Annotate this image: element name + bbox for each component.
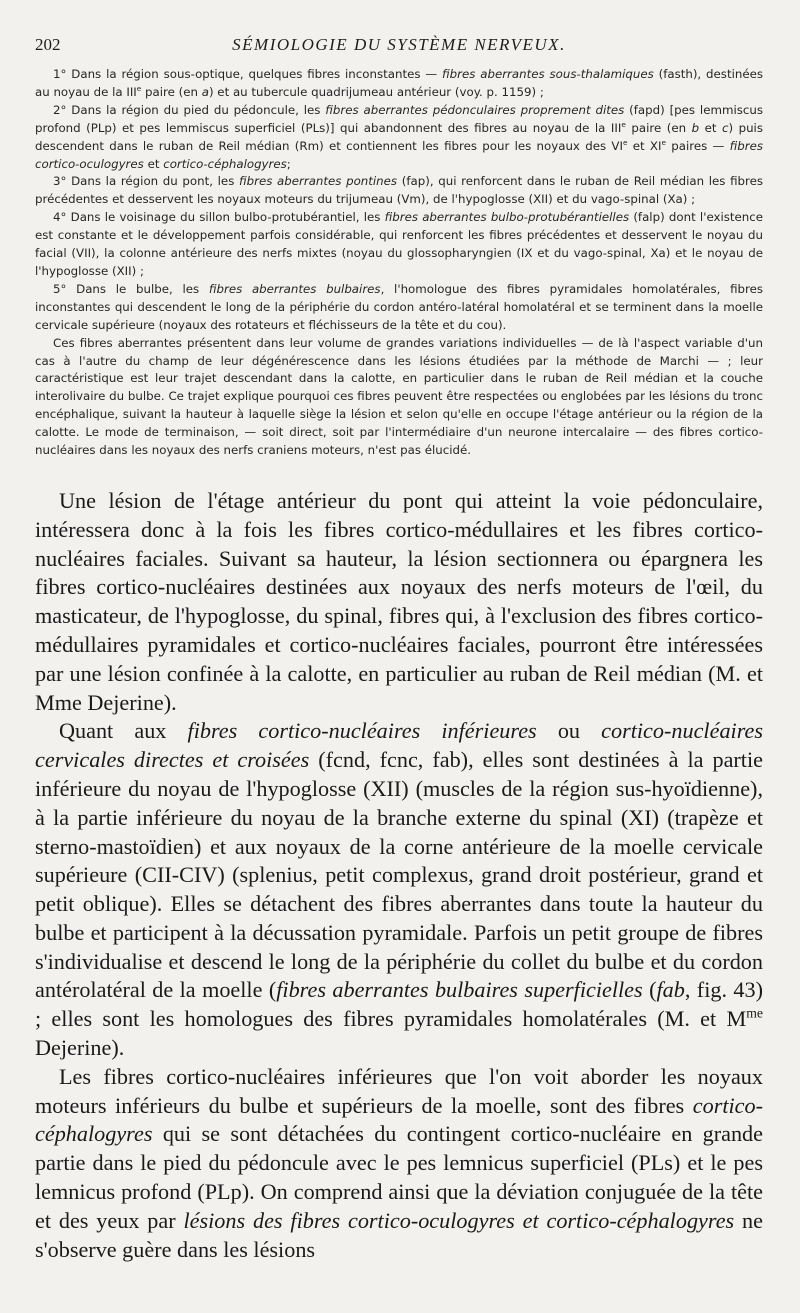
- note-paragraph-5: 5° Dans le bulbe, les fibres aberrantes bulbaires, l'homologue des fibres pyramidales homolatérales, fibres inconstantes qui descendent le long de la périphérie du cordon antéro-latéral homolatéral et se terminent dans la moelle cervicale supérieure (noyaux des rotateurs et fléchisseurs de la tête et du cou).: [35, 281, 764, 332]
- body-paragraph-2: Quant aux fibres cortico-nucléaires inférieures ou cortico-nucléaires cervicales directes et croisées (fcnd, fcnc, fab), elles sont destinées à la partie inférieure du noyau de l'hypoglosse (XII) (muscles de la région sus-hyoïdienne), à la partie inférieure du noyau de la branche externe du spinal (XI) (trapèze et sterno-mastoïdien) et aux noyaux de la corne antérieure de la moelle cervicale supérieure (CII-CIV) (splenius, petit complexus, grand droit postérieur, grand et petit oblique). Elles se détachent des fibres aberrantes dans toute la hauteur du bulbe et participent à la décussation pyramidale. Parfois un petit groupe de fibres s'individualise et descend le long de la périphérie du collet du bulbe et du cordon antérolatéral de la moelle (fibres aberrantes bulbaires superficielles (fab, fig. 43) ; elles sont les homologues des fibres pyramidales homolatérales (M. et $M^{me}$ Dejerine).: [35, 718, 763, 1061]
- note-paragraph-2: 2° Dans la région du pied du pédoncule, les fibres aberrantes pédonculaires proprement dites (fapd) [pes lemmiscus profond (PLp) et pes lemmiscus superficiel (PLs)] qui abandonnent des fibres au noyau de la IIIe paire (en b et c) puis descendent dans le ruban de Reil médian (Rm) et contiennent les fibres pour les noyaux des VIe et XIe paires — fibres cortico-oculogyres et cortico-céphalogyres;: [35, 102, 763, 171]
- page-header: [35, 30, 763, 56]
- footnote-block: [35, 66, 763, 460]
- running-title: SÉMIOLOGIE DU SYSTÈME NERVEUX.: [232, 35, 566, 54]
- note-paragraph-3: 3° Dans la région du pont, les fibres aberrantes pontines (fap), qui renforcent dans le ruban de Reil médian les fibres précédentes et desservent les noyaux moteurs du trijumeau (Vm), de l'hypoglosse (XII) et du vago-spinal (Xa) ;: [35, 174, 764, 207]
- note-paragraph-1: 1° Dans la région sous-optique, quelques fibres inconstantes — fibres aberrantes sous-thalamiques (fasth), destinées au noyau de la IIIe paire (en a) et au tubercule quadrijumeau antérieur (voy. p. 1159) ;: [35, 67, 763, 99]
- body-paragraph-3: Les fibres cortico-nucléaires inférieures que l'on voit aborder les noyaux moteurs inférieurs du bulbe et supérieurs de la moelle, sont des fibres cortico-céphalogyres qui se sont détachées du contingent cortico-nucléaire en grande partie dans le pied du pédoncule avec le pes lemnicus superficiel (PLs) et le pes lemnicus profond (PLp). On comprend ainsi que la déviation conjuguée de la tête et des yeux par lésions des fibres cortico-oculogyres et cortico-céphalogyres ne s'observe guère dans les lésions: [35, 1063, 763, 1262]
- body-text: [35, 487, 763, 1265]
- body-paragraph-1: Une lésion de l'étage antérieur du pont qui atteint la voie pédonculaire, intéressera donc à la fois les fibres cortico-médullaires et les fibres cortico-nucléaires faciales. Suivant sa hauteur, la lésion sectionnera ou épargnera les fibres cortico-nucléaires destinées aux noyaux des nerfs moteurs de l'œil, du masticateur, de l'hypoglosse, du spinal, fibres qui, à l'exclusion des fibres cortico-médullaires pyramidales et cortico-nucléaires faciales, pourront être intéressées par une lésion confinée à la calotte, en particulier au ruban de Reil médian (M. et Mme Dejerine).: [35, 487, 763, 715]
- page-number: 202: [35, 35, 61, 54]
- note-paragraph-6: Ces fibres aberrantes présentent dans leur volume de grandes variations individuelles — de là l'aspect variable d'un cas à l'autre du champ de leur dégénérescence dans les lésions étudiées par la méthode de Marchi — ; leur caractéristique est leur trajet descendant dans la calotte, en particulier dans le ruban de Reil médian et la couche interolivaire du bulbe. Ce trajet explique pourquoi ces fibres peuvent être respectées ou englobées par les lésions du tronc encéphalique, suivant la hauteur à laquelle siège la lésion et selon qu'elle en occupe l'étage antérieur ou la région de la calotte. Le mode de terminaison, — soit direct, soit par l'intermédiaire d'un neurone intercalaire — des fibres cortico-nucléaires dans les noyaux des nerfs craniens moteurs, n'est pas élucidé.: [35, 335, 763, 458]
- note-paragraph-4: 4° Dans le voisinage du sillon bulbo-protubérantiel, les fibres aberrantes bulbo-protubérantielles (falp) dont l'existence est constante et le développement parfois considérable, qui renforcent les fibres précédentes et desservent le noyau du facial (VII), la colonne antérieure des nerfs mixtes (noyau du glossopharyngien (IX et du vago-spinal, Xa) et le noyau de l'hypoglosse (XII) ;: [35, 210, 764, 278]
